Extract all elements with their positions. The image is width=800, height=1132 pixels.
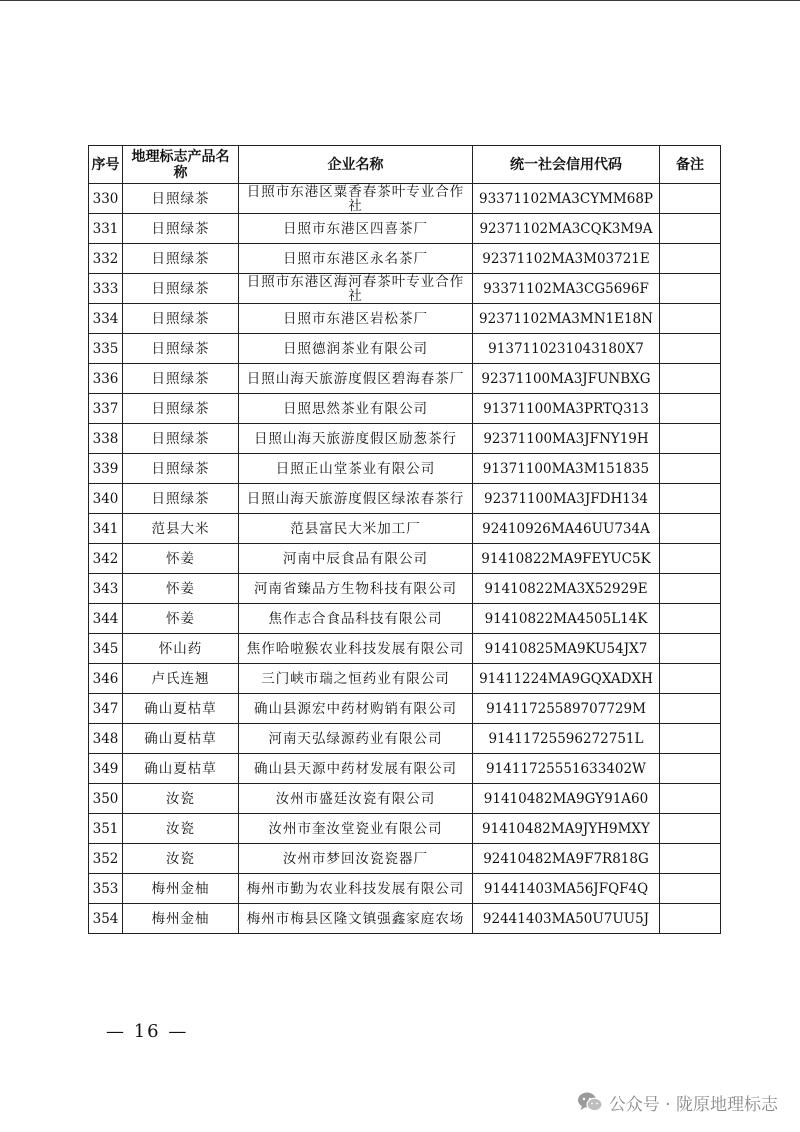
table-row — [89, 514, 721, 544]
cell-company: 梅州市勤为农业科技发展有限公司 — [239, 874, 473, 904]
cell-index: 339 — [89, 454, 123, 484]
cell-product: 怀山药 — [123, 634, 239, 664]
cell-index: 352 — [89, 844, 123, 874]
cell-company: 河南省臻品方生物科技有限公司 — [239, 574, 473, 604]
cell-index: 345 — [89, 634, 123, 664]
cell-product: 范县大米 — [123, 514, 239, 544]
cell-product: 怀姜 — [123, 574, 239, 604]
cell-remark — [660, 514, 721, 544]
cell-product: 卢氏连翘 — [123, 664, 239, 694]
cell-credit-code: 91411725589707729M — [473, 694, 660, 724]
cell-credit-code: 9137110231043180X7 — [473, 334, 660, 364]
cell-company: 三门峡市瑞之恒药业有限公司 — [239, 664, 473, 694]
cell-product: 汝瓷 — [123, 844, 239, 874]
cell-credit-code: 92371100MA3JFNY19H — [473, 424, 660, 454]
cell-credit-code: 91410822MA4505L14K — [473, 604, 660, 634]
table-row — [89, 814, 721, 844]
cell-product: 日照绿茶 — [123, 424, 239, 454]
cell-index: 330 — [89, 184, 123, 214]
table-row — [89, 304, 721, 334]
cell-product: 日照绿茶 — [123, 394, 239, 424]
cell-remark — [660, 274, 721, 304]
cell-company: 河南中辰食品有限公司 — [239, 544, 473, 574]
cell-index: 348 — [89, 724, 123, 754]
cell-credit-code: 91371100MA3PRTQ313 — [473, 394, 660, 424]
cell-index: 350 — [89, 784, 123, 814]
cell-index: 354 — [89, 904, 123, 934]
cell-company: 焦作哈啦猴农业科技发展有限公司 — [239, 634, 473, 664]
cell-remark — [660, 634, 721, 664]
cell-product: 日照绿茶 — [123, 454, 239, 484]
cell-company: 确山县天源中药材发展有限公司 — [239, 754, 473, 784]
cell-credit-code: 92371102MA3CQK3M9A — [473, 214, 660, 244]
cell-product: 日照绿茶 — [123, 304, 239, 334]
table-header-row — [89, 146, 721, 184]
cell-credit-code: 92410482MA9F7R818G — [473, 844, 660, 874]
page-number: — 16 — — [106, 1021, 189, 1042]
cell-remark — [660, 574, 721, 604]
cell-credit-code: 91441403MA56JFQF4Q — [473, 874, 660, 904]
cell-credit-code: 93371102MA3CG5696F — [473, 274, 660, 304]
cell-remark — [660, 664, 721, 694]
header-company: 企业名称 — [239, 146, 473, 184]
cell-product: 日照绿茶 — [123, 244, 239, 274]
table-row — [89, 664, 721, 694]
cell-credit-code: 91410482MA9GY91A60 — [473, 784, 660, 814]
cell-remark — [660, 874, 721, 904]
cell-credit-code: 92371102MA3M03721E — [473, 244, 660, 274]
cell-company: 日照市东港区四喜茶厂 — [239, 214, 473, 244]
table-row — [89, 184, 721, 214]
cell-credit-code: 91410825MA9KU54JX7 — [473, 634, 660, 664]
cell-product: 怀姜 — [123, 604, 239, 634]
table-row — [89, 394, 721, 424]
cell-company: 日照山海天旅游度假区励葱茶行 — [239, 424, 473, 454]
cell-company: 日照市东港区岩松茶厂 — [239, 304, 473, 334]
cell-remark — [660, 784, 721, 814]
cell-product: 日照绿茶 — [123, 184, 239, 214]
cell-index: 338 — [89, 424, 123, 454]
cell-credit-code: 93371102MA3CYMM68P — [473, 184, 660, 214]
cell-index: 353 — [89, 874, 123, 904]
geographical-indication-enterprise-table — [88, 145, 721, 934]
header-remark: 备注 — [660, 146, 721, 184]
table-row — [89, 844, 721, 874]
cell-company: 汝州市梦回汝瓷瓷器厂 — [239, 844, 473, 874]
cell-credit-code: 91410482MA9JYH9MXY — [473, 814, 660, 844]
cell-index: 337 — [89, 394, 123, 424]
cell-index: 333 — [89, 274, 123, 304]
cell-remark — [660, 484, 721, 514]
cell-product: 怀姜 — [123, 544, 239, 574]
table-row — [89, 874, 721, 904]
cell-company: 日照思然茶业有限公司 — [239, 394, 473, 424]
cell-company: 范县富民大米加工厂 — [239, 514, 473, 544]
table-row — [89, 694, 721, 724]
cell-index: 349 — [89, 754, 123, 784]
cell-index: 336 — [89, 364, 123, 394]
top-border-line — [0, 0, 800, 1]
table-row — [89, 274, 721, 304]
cell-credit-code: 92371100MA3JFUNBXG — [473, 364, 660, 394]
cell-remark — [660, 304, 721, 334]
cell-index: 351 — [89, 814, 123, 844]
cell-credit-code: 91411725551633402W — [473, 754, 660, 784]
cell-company: 河南天弘绿源药业有限公司 — [239, 724, 473, 754]
cell-credit-code: 91410822MA9FEYUC5K — [473, 544, 660, 574]
cell-product: 梅州金柚 — [123, 874, 239, 904]
cell-remark — [660, 904, 721, 934]
cell-index: 344 — [89, 604, 123, 634]
cell-company: 梅州市梅县区隆文镇强鑫家庭农场 — [239, 904, 473, 934]
header-product: 地理标志产品名称 — [123, 146, 239, 184]
cell-company: 日照市东港区粟香春茶叶专业合作社 — [239, 184, 473, 214]
cell-product: 汝瓷 — [123, 814, 239, 844]
cell-remark — [660, 394, 721, 424]
table-row — [89, 454, 721, 484]
cell-remark — [660, 844, 721, 874]
cell-company: 日照山海天旅游度假区绿浓春茶行 — [239, 484, 473, 514]
cell-company: 汝州市奎汝堂瓷业有限公司 — [239, 814, 473, 844]
table-body — [89, 184, 721, 934]
cell-company: 日照山海天旅游度假区碧海春茶厂 — [239, 364, 473, 394]
cell-remark — [660, 334, 721, 364]
cell-company: 焦作志合食品科技有限公司 — [239, 604, 473, 634]
header-credit-code: 统一社会信用代码 — [473, 146, 660, 184]
table-row — [89, 604, 721, 634]
cell-remark — [660, 814, 721, 844]
cell-remark — [660, 424, 721, 454]
cell-credit-code: 91410822MA3X52929E — [473, 574, 660, 604]
cell-remark — [660, 724, 721, 754]
cell-credit-code: 91411725596272751L — [473, 724, 660, 754]
cell-credit-code: 92371100MA3JFDH134 — [473, 484, 660, 514]
table-row — [89, 544, 721, 574]
cell-product: 日照绿茶 — [123, 484, 239, 514]
cell-remark — [660, 754, 721, 784]
cell-product: 梅州金柚 — [123, 904, 239, 934]
table-row — [89, 634, 721, 664]
cell-remark — [660, 214, 721, 244]
cell-remark — [660, 364, 721, 394]
cell-remark — [660, 694, 721, 724]
table-row — [89, 364, 721, 394]
cell-company: 日照德润茶业有限公司 — [239, 334, 473, 364]
cell-credit-code: 92441403MA50U7UU5J — [473, 904, 660, 934]
cell-remark — [660, 244, 721, 274]
watermark-text: 公众号 · 陇原地理标志 — [608, 1094, 778, 1115]
cell-company: 日照正山堂茶业有限公司 — [239, 454, 473, 484]
cell-product: 确山夏枯草 — [123, 694, 239, 724]
cell-company: 日照市东港区永名茶厂 — [239, 244, 473, 274]
cell-index: 343 — [89, 574, 123, 604]
cell-product: 日照绿茶 — [123, 214, 239, 244]
cell-index: 346 — [89, 664, 123, 694]
cell-index: 331 — [89, 214, 123, 244]
cell-company: 确山县源宏中药材购销有限公司 — [239, 694, 473, 724]
cell-remark — [660, 544, 721, 574]
cell-index: 347 — [89, 694, 123, 724]
cell-product: 汝瓷 — [123, 784, 239, 814]
cell-credit-code: 92410926MA46UU734A — [473, 514, 660, 544]
cell-credit-code: 91411224MA9GQXADXH — [473, 664, 660, 694]
cell-credit-code: 91371100MA3M151835 — [473, 454, 660, 484]
cell-product: 日照绿茶 — [123, 334, 239, 364]
cell-remark — [660, 184, 721, 214]
table-row — [89, 334, 721, 364]
wechat-watermark — [577, 1090, 778, 1114]
table-row — [89, 214, 721, 244]
cell-index: 334 — [89, 304, 123, 334]
cell-index: 342 — [89, 544, 123, 574]
table-row — [89, 484, 721, 514]
table-row — [89, 784, 721, 814]
table-row — [89, 244, 721, 274]
cell-index: 340 — [89, 484, 123, 514]
cell-index: 332 — [89, 244, 123, 274]
cell-index: 341 — [89, 514, 123, 544]
wechat-icon — [577, 1091, 603, 1113]
cell-remark — [660, 454, 721, 484]
cell-product: 确山夏枯草 — [123, 724, 239, 754]
cell-product: 日照绿茶 — [123, 274, 239, 304]
table-row — [89, 424, 721, 454]
cell-credit-code: 92371102MA3MN1E18N — [473, 304, 660, 334]
table-row — [89, 754, 721, 784]
cell-index: 335 — [89, 334, 123, 364]
cell-company: 日照市东港区海河春茶叶专业合作社 — [239, 274, 473, 304]
table-row — [89, 574, 721, 604]
cell-remark — [660, 604, 721, 634]
table-row — [89, 904, 721, 934]
table-row — [89, 724, 721, 754]
cell-company: 汝州市盛廷汝瓷有限公司 — [239, 784, 473, 814]
header-index: 序号 — [89, 146, 123, 184]
cell-product: 确山夏枯草 — [123, 754, 239, 784]
cell-product: 日照绿茶 — [123, 364, 239, 394]
